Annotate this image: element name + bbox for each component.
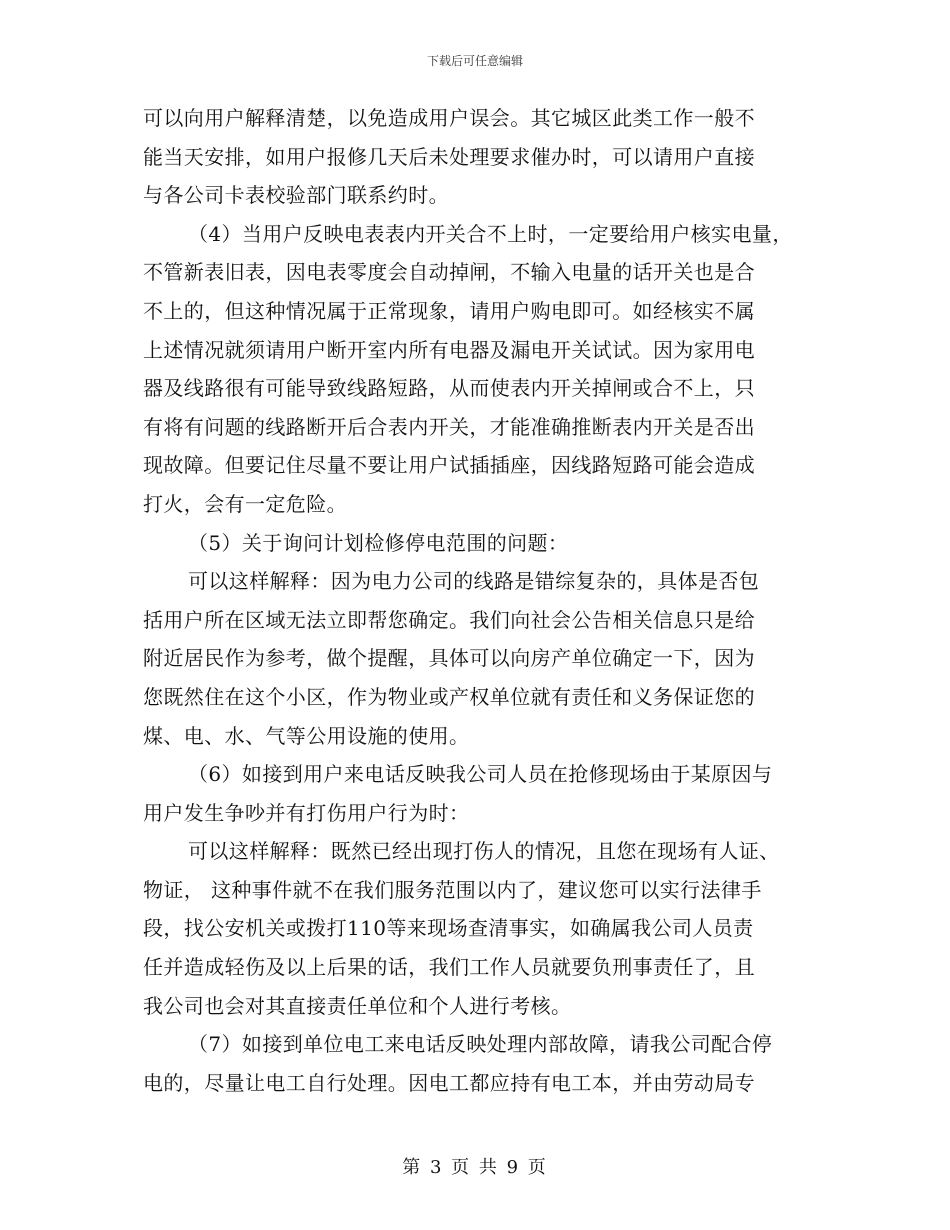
paragraph-line: 能当天安排，如用户报修几天后未处理要求催办时，可以请用户直接 (143, 144, 755, 169)
paragraph-line: 段，找公安机关或拨打110等来现场查清事实，如确属我公司人员责 (143, 916, 754, 941)
paragraph-line: 有将有问题的线路断开后合表内开关，才能准确推断表内开关是否出 (143, 414, 755, 439)
paragraph-line: 用户发生争吵并有打伤用户行为时： (143, 800, 470, 825)
paragraph-line: 您既然住在这个小区，作为物业或产权单位就有责任和义务保证您的 (143, 684, 755, 709)
paragraph-line: 上述情况就须请用户断开室内所有电器及漏电开关试试。因为家用电 (143, 337, 755, 362)
paragraph-line: 我公司也会对其直接责任单位和个人进行考核。 (143, 993, 572, 1018)
paragraph-line: 可以这样解释：因为电力公司的线路是错综复杂的，具体是否包 (188, 569, 760, 594)
page-number: 第 3 页 共 9 页 (402, 1157, 548, 1178)
paragraph-line: 煤、电、水、气等公用设施的使用。 (143, 723, 470, 748)
paragraph-line: 可以这样解释：既然已经出现打伤人的情况，且您在现场有人证、 (188, 839, 780, 864)
paragraph-line: 现故障。但要记住尽量不要让用户试插插座，因线路短路可能会造成 (143, 453, 755, 478)
paragraph-line: 任并造成轻伤及以上后果的话，我们工作人员就要负刑事责任了，且 (143, 955, 755, 980)
document-body (143, 108, 823, 1111)
paragraph-line: 附近居民作为参考，做个提醒，具体可以向房产单位确定一下，因为 (143, 646, 755, 671)
paragraph-line: 不上的，但这种情况属于正常现象，请用户购电即可。如经核实不属 (143, 298, 755, 323)
paragraph-line: 打火，会有一定危险。 (143, 491, 347, 516)
paragraph-line: （6）如接到用户来电话反映我公司人员在抢修现场由于某原因与 (188, 762, 773, 787)
paragraph-line: （7）如接到单位电工来电话反映处理内部故障，请我公司配合停 (188, 1032, 773, 1057)
paragraph-line: 电的，尽量让电工自行处理。因电工都应持有电工本，并由劳动局专 (143, 1070, 755, 1095)
page-header: 下载后可任意编辑 (426, 54, 523, 68)
paragraph-line: 器及线路很有可能导致线路短路，从而使表内开关掉闸或合不上，只 (143, 376, 755, 401)
paragraph-line: 可以向用户解释清楚，以免造成用户误会。其它城区此类工作一般不 (143, 106, 755, 130)
paragraph-line: （4）当用户反映电表表内开关合不上时，一定要给用户核实电量， (188, 221, 793, 246)
paragraph-line: 不管新表旧表，因电表零度会自动掉闸，不输入电量的话开关也是合 (143, 260, 755, 285)
paragraph-line: 与各公司卡表校验部门联系约时。 (143, 183, 449, 208)
paragraph-line: 物证， 这种事件就不在我们服务范围以内了，建议您可以实行法律手 (143, 877, 762, 902)
paragraph-line: 括用户所在区域无法立即帮您确定。我们向社会公告相关信息只是给 (143, 607, 755, 632)
paragraph-line: （5）关于询问计划检修停电范围的问题： (188, 530, 569, 555)
